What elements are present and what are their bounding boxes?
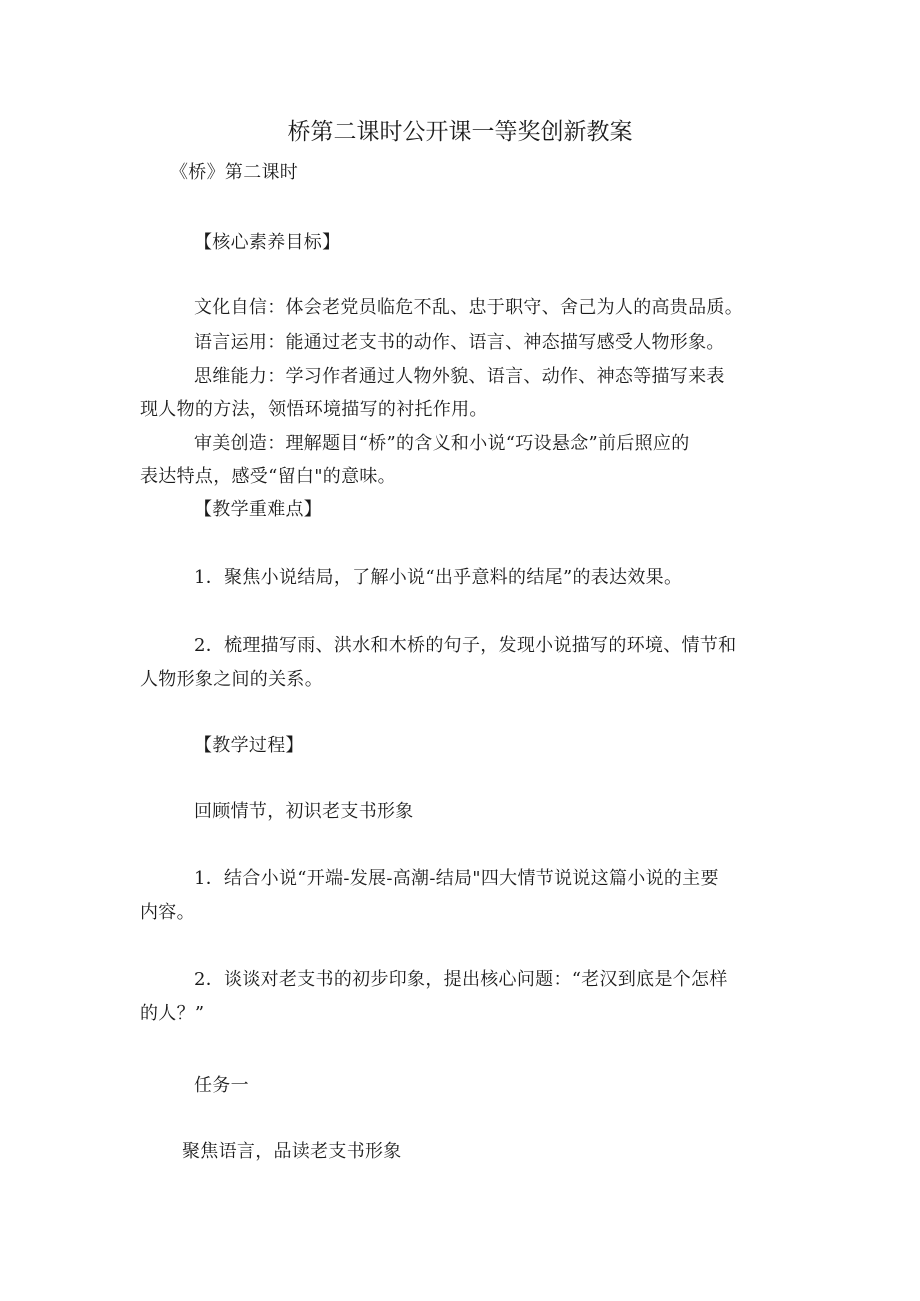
section-heading-process: 【教学过程】 [194, 735, 304, 756]
review-item-2-line-1: 2．谈谈对老支书的初步印象，提出核心问题：“老汉到底是个怎样 [194, 969, 728, 990]
goal-aesthetic-line-2: 表达特点，感受“留白"的意味。 [140, 466, 396, 487]
lesson-subtitle: 《桥》第二课时 [170, 162, 299, 183]
goal-aesthetic-line-1: 审美创造：理解题目“桥”的含义和小说“巧设悬念”前后照应的 [194, 433, 690, 454]
section-heading-key-points: 【教学重难点】 [194, 499, 323, 520]
review-heading: 回顾情节，初识老支书形象 [194, 801, 414, 822]
key-point-2-line-2: 人物形象之间的关系。 [140, 669, 323, 690]
section-heading-goals: 【核心素养目标】 [194, 232, 341, 253]
task-one-label: 任务一 [194, 1075, 249, 1096]
key-point-2-line-1: 2．梳理描写雨、洪水和木桥的句子，发现小说描写的环境、情节和 [194, 635, 737, 656]
goal-thinking-line-2: 现人物的方法，领悟环境描写的衬托作用。 [140, 399, 488, 420]
task-one-heading: 聚焦语言，品读老支书形象 [182, 1141, 402, 1162]
review-item-1-line-2: 内容。 [140, 902, 195, 923]
review-item-1-line-1: 1．结合小说“开端-发展-高潮-结局"四大情节说说这篇小说的主要 [194, 868, 719, 889]
goal-thinking-line-1: 思维能力：学习作者通过人物外貌、语言、动作、神态等描写来表 [194, 366, 725, 387]
key-point-1: 1．聚焦小说结局，了解小说“出乎意料的结尾”的表达效果。 [194, 567, 683, 588]
document-title: 桥第二课时公开课一等奖创新教案 [287, 119, 633, 145]
goal-language: 语言运用：能通过老支书的动作、语言、神态描写感受人物形象。 [194, 332, 725, 353]
review-item-2-line-2: 的人？” [140, 1003, 205, 1024]
goal-culture: 文化自信：体会老党员临危不乱、忠于职守、舍己为人的高贵品质。 [194, 297, 743, 318]
